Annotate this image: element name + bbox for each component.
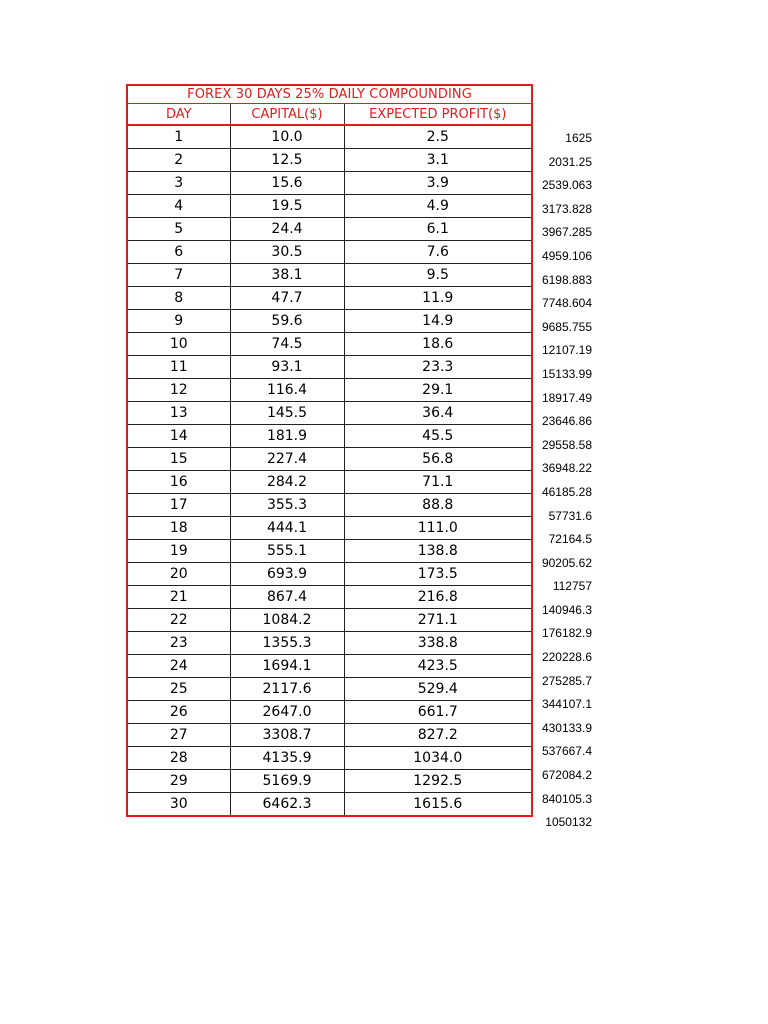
profit-cell: 1615.6 [344,793,532,817]
profit-cell: 1292.5 [344,770,532,793]
table-row [127,517,532,540]
capital-cell: 12.5 [230,149,344,172]
day-cell: 29 [127,770,230,793]
profit-cell: 7.6 [344,241,532,264]
day-cell: 16 [127,471,230,494]
table-row [127,379,532,402]
day-cell: 17 [127,494,230,517]
side-value-cell: 29558.58 [541,437,592,452]
profit-cell: 4.9 [344,195,532,218]
profit-cell: 36.4 [344,402,532,425]
capital-cell: 355.3 [230,494,344,517]
side-value-cell: 1050132 [545,815,592,830]
capital-cell: 19.5 [230,195,344,218]
side-value-cell: 7748.604 [541,296,592,311]
day-cell: 4 [127,195,230,218]
table-row [127,333,532,356]
table-row [127,172,532,195]
day-cell: 11 [127,356,230,379]
profit-cell: 2.5 [344,125,532,149]
side-value-cell: 18917.49 [541,390,592,405]
capital-cell: 181.9 [230,425,344,448]
side-value-cell: 23646.86 [541,414,592,429]
capital-cell: 5169.9 [230,770,344,793]
side-value-cell: 4959.106 [541,248,592,263]
capital-cell: 47.7 [230,287,344,310]
day-cell: 24 [127,655,230,678]
table-row [127,793,532,817]
day-cell: 14 [127,425,230,448]
profit-cell: 11.9 [344,287,532,310]
table-row [127,471,532,494]
capital-cell: 284.2 [230,471,344,494]
profit-cell: 173.5 [344,563,532,586]
side-value-cell: 430133.9 [541,720,592,735]
side-value-cell: 9685.755 [541,319,592,334]
side-value-cell: 57731.6 [548,508,592,523]
profit-cell: 18.6 [344,333,532,356]
profit-cell: 271.1 [344,609,532,632]
table-row [127,218,532,241]
capital-cell: 59.6 [230,310,344,333]
side-value-cell: 3173.828 [541,201,592,216]
day-cell: 10 [127,333,230,356]
table-row [127,494,532,517]
table-row [127,310,532,333]
day-cell: 6 [127,241,230,264]
capital-cell: 145.5 [230,402,344,425]
capital-column-header: CAPITAL($) [230,104,344,126]
capital-cell: 24.4 [230,218,344,241]
side-value-cell: 344107.1 [541,697,592,712]
day-cell: 27 [127,724,230,747]
side-value-cell: 1625 [565,131,592,145]
side-value-cell: 90205.62 [541,555,592,570]
capital-cell: 227.4 [230,448,344,471]
profit-cell: 6.1 [344,218,532,241]
capital-cell: 1355.3 [230,632,344,655]
profit-cell: 71.1 [344,471,532,494]
table-row [127,402,532,425]
table-row [127,632,532,655]
side-value-cell: 537667.4 [541,744,592,759]
day-cell: 9 [127,310,230,333]
side-value-cell: 112757 [552,579,592,594]
capital-cell: 1694.1 [230,655,344,678]
side-value-cell: 12107.19 [541,343,592,358]
day-cell: 13 [127,402,230,425]
side-value-cell: 672084.2 [541,768,592,783]
day-cell: 3 [127,172,230,195]
day-cell: 20 [127,563,230,586]
profit-cell: 338.8 [344,632,532,655]
table-title-row [127,85,532,104]
table-row [127,563,532,586]
day-cell: 2 [127,149,230,172]
side-value-cell: 140946.3 [541,602,592,617]
table-row [127,149,532,172]
capital-cell: 444.1 [230,517,344,540]
day-cell: 30 [169,796,188,812]
profit-cell: 529.4 [344,678,532,701]
table-row [127,264,532,287]
day-cell: 21 [127,586,230,609]
profit-cell: 423.5 [344,655,532,678]
profit-cell: 23.3 [344,356,532,379]
capital-cell: 93.1 [230,356,344,379]
day-cell: 7 [127,264,230,287]
capital-cell: 74.5 [230,333,344,356]
profit-cell: 14.9 [344,310,532,333]
side-value-cell: 46185.28 [541,484,592,499]
table-row [127,609,532,632]
capital-cell: 555.1 [230,540,344,563]
profit-cell: 45.5 [344,425,532,448]
table-title: FOREX 30 DAYS 25% DAILY COMPOUNDING [127,85,532,104]
table-row [127,655,532,678]
side-value-cell: 72164.5 [548,532,592,547]
side-value-cell: 6198.883 [541,272,592,287]
day-cell: 26 [127,701,230,724]
profit-cell: 1034.0 [344,747,532,770]
day-cell: 28 [127,747,230,770]
profit-column-header: EXPECTED PROFIT($) [344,104,532,126]
side-value-cell: 176182.9 [541,626,592,641]
capital-cell: 3308.7 [230,724,344,747]
capital-cell: 2647.0 [230,701,344,724]
side-value-cell: 220228.6 [541,650,592,665]
table-body [127,125,532,816]
capital-cell: 867.4 [230,586,344,609]
profit-cell: 138.8 [344,540,532,563]
profit-cell: 29.1 [344,379,532,402]
table-row [127,770,532,793]
table-row [127,125,532,149]
profit-cell: 3.1 [344,149,532,172]
profit-cell: 827.2 [344,724,532,747]
profit-cell: 9.5 [344,264,532,287]
side-value-cell: 2539.063 [541,178,592,193]
forex-compounding-table [126,84,533,817]
day-cell: 18 [127,517,230,540]
profit-cell: 88.8 [344,494,532,517]
capital-cell: 38.1 [230,264,344,287]
table-row [127,425,532,448]
side-value-cell: 275285.7 [541,673,592,688]
compounding-sheet [126,84,533,817]
table-row [127,356,532,379]
profit-cell: 56.8 [344,448,532,471]
profit-cell: 111.0 [344,517,532,540]
capital-cell: 6462.3 [230,793,344,817]
day-cell: 23 [127,632,230,655]
profit-cell: 3.9 [344,172,532,195]
table-row [127,586,532,609]
side-values-column [532,125,592,833]
capital-cell: 116.4 [230,379,344,402]
profit-cell: 216.8 [344,586,532,609]
side-value-cell: 2031.25 [548,154,592,169]
table-row [127,241,532,264]
day-cell: 25 [127,678,230,701]
capital-cell: 15.6 [230,172,344,195]
day-cell: 1 [127,125,230,149]
side-value-cell: 3967.285 [541,225,592,240]
day-cell: 19 [127,540,230,563]
day-cell: 8 [127,287,230,310]
table-row [127,287,532,310]
table-row [127,701,532,724]
table-row [127,540,532,563]
table-row [127,195,532,218]
capital-cell: 10.0 [230,125,344,149]
capital-cell: 1084.2 [230,609,344,632]
side-value-cell: 15133.99 [541,366,592,381]
table-row [127,448,532,471]
day-cell: 12 [127,379,230,402]
table-row [127,678,532,701]
table-row [127,747,532,770]
capital-cell: 2117.6 [230,678,344,701]
table-header-row [127,104,532,126]
day-cell: 15 [127,448,230,471]
day-cell: 5 [127,218,230,241]
day-cell: 22 [127,609,230,632]
capital-cell: 693.9 [230,563,344,586]
table-row [127,724,532,747]
capital-cell: 4135.9 [230,747,344,770]
profit-cell: 661.7 [344,701,532,724]
side-value-cell: 840105.3 [541,791,592,806]
side-value-cell: 36948.22 [541,461,592,476]
day-column-header: DAY [127,104,230,126]
capital-cell: 30.5 [230,241,344,264]
